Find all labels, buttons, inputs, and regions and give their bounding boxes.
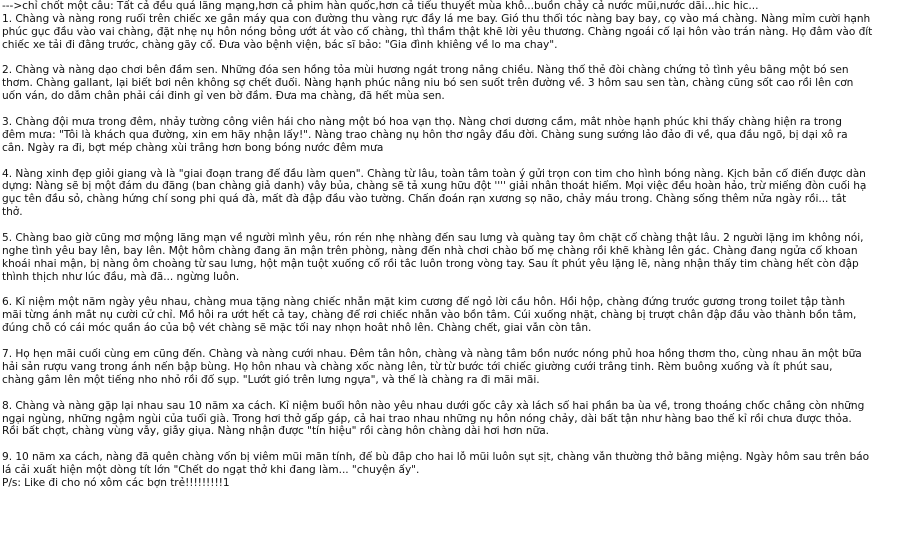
story-line: đêm mưa: "Tôi là khách qua đường, xin em hãy nhận lấy!". Nàng trao chàng nụ hôn thơ ngây đầu đời. Chàng sung sướng lảo đảo đi về, qua đầu ngõ, bị dại xô ra <box>2 128 848 141</box>
story-line: 1. Chàng và nàng rong ruổi trên chiếc xe gắn máy qua con đường thu vàng rực đầy lá me bay. Gió thu thổi tóc nàng bay bay, cọ vào má chàng. Nàng mỉm cười hạnh <box>2 12 871 25</box>
story-line: 3. Chàng đội mưa trong đêm, nhảy tường công viên hái cho nàng một bó hoa vạn thọ. Nàng chơi dương cầm, mắt nhòe hạnh phúc khi thấy chàng hiện ra trong <box>2 116 842 129</box>
story-line: thơm. Chàng gallant, lại biết bơi nên không sợ chết đuối. Nàng hạnh phúc nâng niu bó sen suốt trên đường về. 3 hôm sau sen tàn, chàng cũng sốt cao rồi lên cơn <box>2 77 854 90</box>
story-line: khoái nhai mận, bị nàng ôm choàng từ sau lưng, hột mận tuột xuống cổ rồi tắc luôn trong vòng tay. Sau ít phút yêu lặng lẽ, nàng nhận thấy tim chàng hết còn đập <box>2 257 859 270</box>
story-line: ngại ngùng, những ngậm ngùi của tuổi già. Trong hơi thở gấp gáp, cả hai trao nhau những nụ hôn nóng chảy, dài bất tận như hàng bao thế kỉ rồi chưa được thỏa. <box>2 412 852 425</box>
story-line: 2. Chàng và nàng dạo chơi bên đầm sen. Những đóa sen hồng tỏa mùi hương ngát trong nắng chiều. Nàng thổ thẻ đòi chàng chứng tỏ tình yêu bằng một bó sen <box>2 64 849 77</box>
story-line: 6. Kỉ niệm một năm ngày yêu nhau, chàng mua tặng nàng chiếc nhẫn mặt kim cương để ngỏ lời cầu hôn. Hồi hộp, chàng đứng trước gương trong toilet tập tành <box>2 296 846 309</box>
document-body <box>2 0 895 490</box>
story-line: gục tên đầu sỏ, chàng hứng chí song phi quá đà, mất đà đập đầu vào tường. Chấn đoán rạn xương sọ não, chảy máu trong. Chàng sống thêm nửa ngày rồi... tắt <box>2 193 847 206</box>
story-paragraph <box>2 400 895 439</box>
intro-line: --->chỉ chốt một câu: Tất cả đều quá lãng mạng,hơn cả phim hàn quốc,hơn cả tiểu thuyết mùa khô...buồn chảy cả nước mũi,nước dãi...hic hic... <box>2 0 759 12</box>
story-list <box>2 13 895 477</box>
story-line: thình thịch như lúc đầu, mà đã... ngừng luôn. <box>2 270 240 283</box>
story-line: mãi từng ánh mắt nụ cười cử chỉ. Mồ hôi ra ướt hết cả tay, chàng để rơi chiếc nhẫn vào bồn tắm. Cúi xuống nhặt, chàng bị trượt chân đập đầu vào thành bồn tắm, <box>2 309 857 322</box>
story-paragraph <box>2 348 895 387</box>
story-line: uốn ván, do dẫm chân phải cái đinh gỉ ven bờ đầm. Đưa ma chàng, đã hết mùa sen. <box>2 90 445 103</box>
story-paragraph <box>2 296 895 335</box>
story-line: 5. Chàng bao giờ cũng mơ mộng lãng mạn về người mình yêu, rón rén nhẹ nhàng đến sau lưng và quàng tay ôm chặt cổ chàng thật lâu. 2 người lặng im không nói, <box>2 232 864 245</box>
story-line: 4. Nàng xinh đẹp giỏi giang và là "giai đoạn trang để đầu làm quen". Chàng từ lâu, toàn tâm toàn ý gửi trọn con tim cho hình bóng nàng. Kịch bản cổ điển được dàn <box>2 167 866 180</box>
story-paragraph <box>2 13 895 52</box>
story-line: Rồi bất chợt, chàng vùng vẫy, giẫy giụa. Nàng nhận được "tín hiệu" rồi càng hôn chàng dài hơi hơn nữa. <box>2 425 549 438</box>
story-line: phúc gục đầu vào vai chàng, đặt nhẹ nụ hôn nóng bỏng ướt át vào cổ chàng, thì thầm thật khẽ lời yêu thương. Chàng ngoái cổ lại hôn vào trán nàng. Họ đâm vào đít <box>2 25 873 38</box>
story-line: chiếc xe tải đi đằng trước, chàng gãy cổ. Đưa vào bệnh viện, bác sĩ bảo: "Gia đình khiêng về lo ma chay". <box>2 38 558 51</box>
story-line: chàng gắm lên một tiếng nho nhỏ rồi đổ sụp. "Lướt gió trên lưng ngựa", và thế là chàng ra đi mãi mãi. <box>2 373 540 386</box>
story-line: 8. Chàng và nàng gặp lại nhau sau 10 năm xa cách. Kỉ niệm buổi hôn nào yêu nhau dưới gốc cây xà lách sổ hai phần ba ùa về, trong thoáng chốc chẳng còn những <box>2 399 865 412</box>
story-paragraph <box>2 116 895 155</box>
story-line: 9. 10 năm xa cách, nàng đã quên chàng vốn bị viêm mũi mãn tính, để bù đắp cho hai lỗ mũi luôn sụt sịt, chàng vẫn thường thở bằng miệng. Ngày hôm sau trên báo <box>2 451 869 464</box>
story-line: lá cải xuất hiện một dòng tít lớn "Chết do ngạt thở khi đang làm... "chuyện ấy". <box>2 464 420 477</box>
postscript-line: P/s: Like đi cho nó xôm các bợn trẻ!!!!!!!!!1 <box>2 476 230 489</box>
story-line: đúng chỗ có cái móc quần áo của bộ vét chàng sẽ mặc tối nay nhọn hoắt nhô lên. Chàng chết, giai vẫn còn tân. <box>2 322 592 335</box>
story-paragraph <box>2 451 895 477</box>
story-line: cắn. Ngày ra đi, bợt mép chàng xùi trắng hơn bong bóng nước đêm mưa <box>2 141 384 154</box>
story-line: nghe tình yêu bay lên, bay lên. Một hôm chàng đang ăn mận trên phòng, nàng đến nhà chơi chào bố mẹ chàng rồi khẽ khàng lên gác. Chàng đang ngửa cổ khoan <box>2 244 858 257</box>
story-paragraph <box>2 168 895 220</box>
story-line: dựng: Nàng sẽ bị một đám du đãng (ban chàng giả danh) vây bủa, chàng sẽ tả xung hữu đột '''' giải nhân thoát hiểm. Mọi việc đều hoàn hảo, trừ miếng đòn cuối hạ <box>2 180 867 193</box>
story-line: thở. <box>2 206 23 219</box>
story-paragraph <box>2 64 895 103</box>
story-line: 7. Họ hẹn mãi cuối cùng em cũng đến. Chàng và nàng cưới nhau. Đêm tân hôn, chàng và nàng tắm bồn nước nóng phủ hoa hồng thơm tho, cùng nhau ăn một bữa <box>2 348 862 361</box>
story-line: hải sản rượu vang trong ánh nến bập bùng. Họ hôn nhau và chàng xốc nàng lên, từ từ bước tới chiếc giường cưới trắng tinh. Rèm buông xuống và ít phút sau, <box>2 360 833 373</box>
story-paragraph <box>2 232 895 284</box>
